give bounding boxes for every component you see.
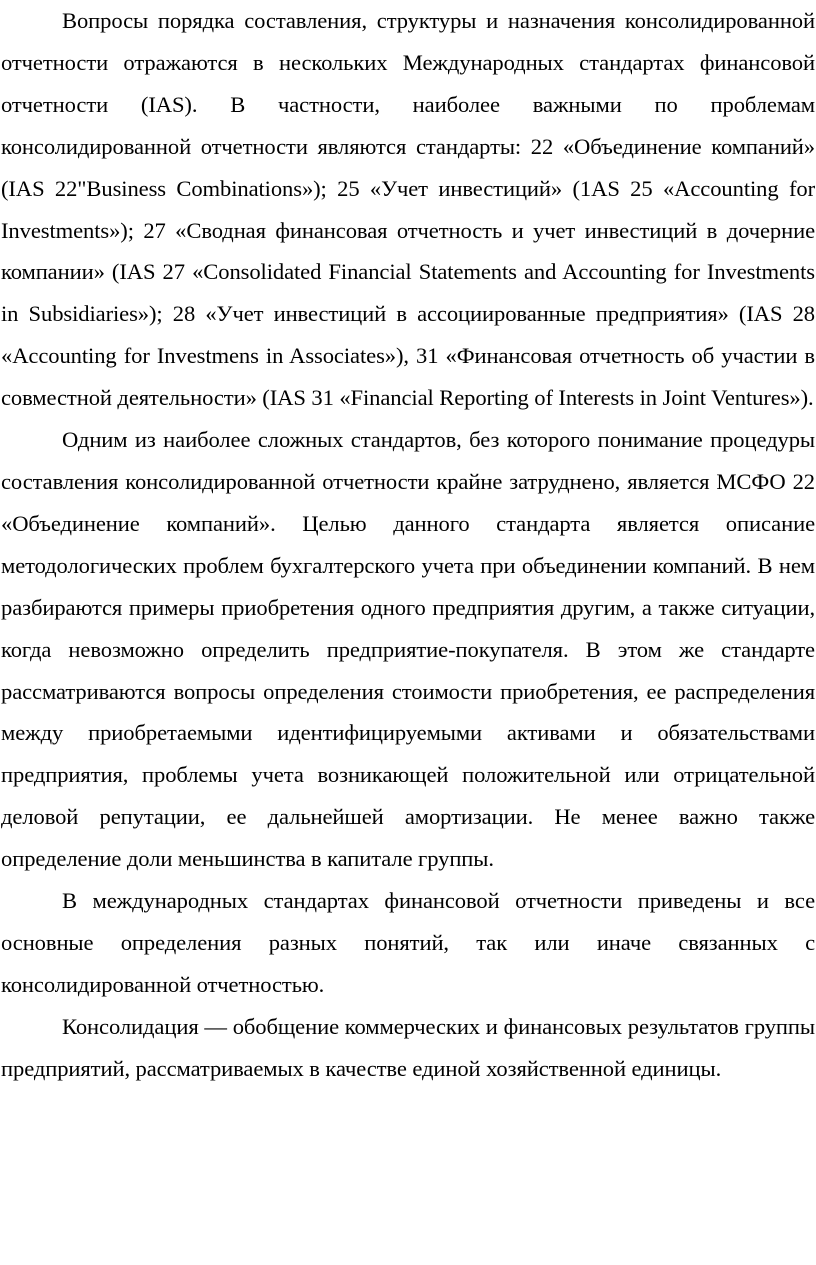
paragraph-consolidation-definition: Консолидация — обобщение коммерческих и финансовых результатов группы предприятий, рассматриваемых в качестве единой хозяйственной единицы. — [1, 1013, 815, 1081]
paragraph-ias-standards: Вопросы порядка составления, структуры и назначения консолидированной отчетности отражаются в нескольких Международных стандартах финансовой отчетности (IAS). В частности, наиболее важными по проблемам консолидированной отчетности являются стандарты: 22 «Объединение компаний» (IAS 22"Business Combinations»); 25 «Учет инвестиций» (1AS 25 «Accounting for Investments»); 27 «Сводная финансовая отчетность и учет инвестиций в дочерние компании» (IAS 27 «Consolidated Financial Statements and Accounting for Investments in Subsidiaries»); 28 «Учет инвестиций в ассоциированные предприятия» (IAS 28 «Accounting for Investmens in Associates»), 31 «Финансовая отчетность об участии в совместной деятельности» (IAS 31 «Financial Reporting of Interests in Joint Ventures»). — [1, 8, 815, 411]
paragraph-ifrs-22: Одним из наиболее сложных стандартов, без которого понимание процедуры составления консолидированной отчетности крайне затруднено, является МСФО 22 «Объединение компаний». Целью данного стандарта является описание методологических проблем бухгалтерского учета при объединении компаний. В нем разбираются примеры приобретения одного предприятия другим, а также ситуации, когда невозможно определить предприятие-покупателя. В этом же стандарте рассматриваются вопросы определения стоимости приобретения, ее распределения между приобретаемыми идентифицируемыми активами и обязательствами предприятия, проблемы учета возникающей положительной или отрицательной деловой репутации, ее дальнейшей амортизации. Не менее важно также определение доли меньшинства в капитале группы. — [1, 427, 815, 872]
paragraph-definitions: В международных стандартах финансовой отчетности приведены и все основные определения разных понятий, так или иначе связанных с консолидированной отчетностью. — [1, 888, 815, 997]
